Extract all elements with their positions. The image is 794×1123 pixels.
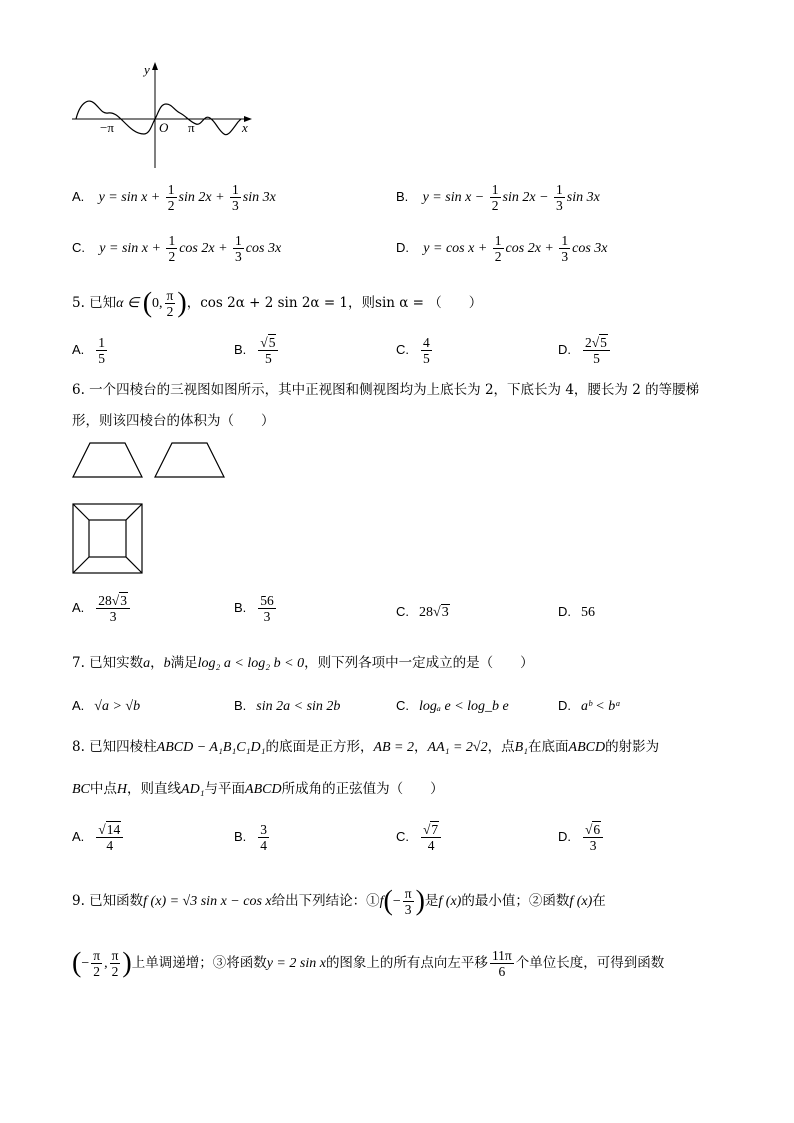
front-view-trapezoid xyxy=(73,443,142,477)
x-axis-label: x xyxy=(242,120,248,135)
q8-option-b[interactable]: B. $\frac{3}{4}$ xyxy=(234,822,268,853)
neg-pi-label: −π xyxy=(100,120,114,135)
q8-option-c[interactable]: C. $\frac{√7}{4}$ xyxy=(396,822,443,853)
q7-option-c[interactable]: C. logₐ e < log_b e xyxy=(396,698,509,714)
q5-option-d[interactable]: D. $\frac{2√5}{5}$ xyxy=(558,335,612,366)
three-view-drawing xyxy=(70,440,230,580)
q6-stem-line2: 形，则该四棱台的体积为（ ） xyxy=(72,413,275,429)
side-view-trapezoid xyxy=(155,443,224,477)
option-label: B. xyxy=(396,189,409,204)
q9-stem-line1: 9. 已知函数f (x) = √3 sin x − cos x给出下列结论：①f(− $\frac{\pi}{3}$ )是f (x)的最小值；②函数f (x)在 xyxy=(72,885,606,917)
q7-stem: 7. 已知实数a，b满足log₂ a < log₂ b < 0，则下列各项中一定成立的是（ ） xyxy=(72,655,534,671)
q6-option-d[interactable]: D. 56 xyxy=(558,604,595,620)
q9-stem-line2: (− $\frac{\pi}{2}$ , $\frac{\pi}{2}$ )上单调递增；③将函数y = 2 sin x的图象上的所有点向左平移 $\frac{11\pi}{6}$ 个单位长度，可得到函数 xyxy=(72,947,665,979)
option-label: C. xyxy=(72,240,85,255)
option-label: D. xyxy=(396,240,409,255)
top-view-inner-square xyxy=(89,520,126,557)
q8-stem-line1: 8. 已知四棱柱ABCD − A₁B₁C₁D₁的底面是正方形，AB = 2，AA₁ = 2√2，点B₁在底面ABCD的射影为 xyxy=(72,739,660,755)
q5-stem: 5. 已知α ∈ (0, $\frac{\pi}{2}$ )，cos 2α + 2 sin 2α = 1，则sin α = （ ） xyxy=(72,287,483,319)
y-axis-label: y xyxy=(144,62,150,77)
option-label: A. xyxy=(72,189,85,204)
q8-option-d[interactable]: D. $\frac{√6}{3}$ xyxy=(558,822,605,853)
q4-option-a[interactable]: A. y = sin x + $\frac{1}{2}$ sin 2x + $\frac{1}{3}$ sin 3x xyxy=(72,182,276,213)
function-graph xyxy=(68,58,268,168)
q7-option-d[interactable]: D. aᵇ < bᵃ xyxy=(558,698,621,714)
pi-label: π xyxy=(188,120,195,135)
q5-option-a[interactable]: A. $\frac{1}{5}$ xyxy=(72,335,106,366)
q8-option-a[interactable]: A. $\frac{√14}{4}$ xyxy=(72,822,125,853)
y-axis-arrow xyxy=(152,62,158,70)
q5-option-c[interactable]: C. $\frac{4}{5}$ xyxy=(396,335,430,366)
q4-option-d[interactable]: D. y = cos x + $\frac{1}{2}$ cos 2x + $\frac{1}{3}$ cos 3x xyxy=(396,233,608,264)
q6-stem-line1: 6. 一个四棱台的三视图如图所示，其中正视图和侧视图均为上底长为 2，下底长为 4，腰长为 2 的等腰梯 xyxy=(72,382,700,398)
q8-stem-line2: BC中点H，则直线AD₁与平面ABCD所成角的正弦值为（ ） xyxy=(72,781,444,797)
q4-option-b[interactable]: B. y = sin x − $\frac{1}{2}$ sin 2x − $\frac{1}{3}$ sin 3x xyxy=(396,182,600,213)
q6-option-a[interactable]: A. $\frac{28√3}{3}$ xyxy=(72,593,132,624)
q4-option-c[interactable]: C. y = sin x + $\frac{1}{2}$ cos 2x + $\frac{1}{3}$ cos 3x xyxy=(72,233,282,264)
q6-option-b[interactable]: B. $\frac{56}{3}$ xyxy=(234,593,274,624)
q6-option-c[interactable]: C. 28√3 xyxy=(396,604,449,620)
origin-label: O xyxy=(159,120,169,135)
q7-option-a[interactable]: A. √a > √b xyxy=(72,698,141,714)
q7-option-b[interactable]: B. sin 2a < sin 2b xyxy=(234,698,341,714)
q5-option-b[interactable]: B. $\frac{√5}{5}$ xyxy=(234,335,280,366)
